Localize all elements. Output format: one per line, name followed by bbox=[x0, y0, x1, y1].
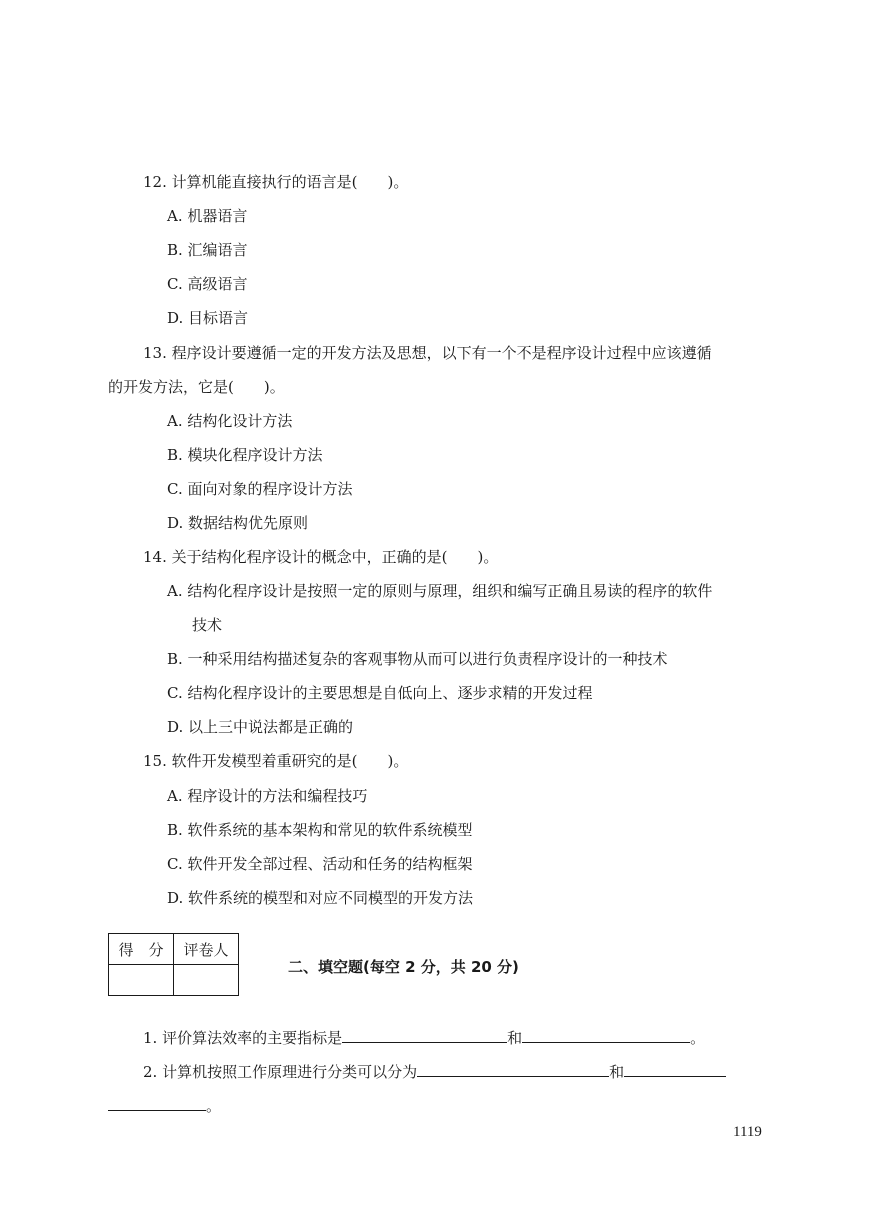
question-12-option-c: C. 高级语言 bbox=[167, 275, 248, 293]
answer-blank bbox=[342, 1026, 507, 1043]
question-15-option-b: B. 软件系统的基本架构和常见的软件系统模型 bbox=[167, 821, 473, 839]
question-13-stem-line1: 13. 程序设计要遵循一定的开发方法及思想，以下有一个不是程序设计过程中应该遵循 bbox=[143, 344, 712, 362]
page-number: 1119 bbox=[733, 1124, 762, 1140]
answer-blank bbox=[417, 1060, 609, 1077]
fill-item-1-text: 1. 评价算法效率的主要指标是 bbox=[143, 1029, 343, 1047]
question-14-option-b: B. 一种采用结构描述复杂的客观事物从而可以进行负责程序设计的一种技术 bbox=[167, 650, 668, 668]
fill-item-1-end: 。 bbox=[690, 1029, 706, 1047]
question-13-option-b: B. 模块化程序设计方法 bbox=[167, 446, 323, 464]
question-14-option-d: D. 以上三中说法都是正确的 bbox=[167, 718, 354, 736]
fill-item-2-and: 和 bbox=[609, 1063, 625, 1081]
question-15-option-c: C. 软件开发全部过程、活动和任务的结构框架 bbox=[167, 855, 473, 873]
answer-blank bbox=[624, 1060, 726, 1077]
grader-cell bbox=[174, 965, 239, 996]
question-12-option-b: B. 汇编语言 bbox=[167, 241, 248, 259]
grader-header: 评卷人 bbox=[174, 934, 239, 965]
question-14-option-a-line1: A. 结构化程序设计是按照一定的原则与原理，组织和编写正确且易读的程序的软件 bbox=[167, 582, 713, 600]
question-12-option-a: A. 机器语言 bbox=[167, 207, 248, 225]
question-13-option-c: C. 面向对象的程序设计方法 bbox=[167, 480, 353, 498]
fill-item-2-continued bbox=[108, 1094, 221, 1116]
answer-blank bbox=[108, 1094, 206, 1111]
fill-item-2-text: 2. 计算机按照工作原理进行分类可以分为 bbox=[143, 1063, 418, 1081]
question-14-stem: 14. 关于结构化程序设计的概念中，正确的是( )。 bbox=[143, 548, 499, 566]
question-14-option-c: C. 结构化程序设计的主要思想是自低向上、逐步求精的开发过程 bbox=[167, 684, 593, 702]
score-cell bbox=[109, 965, 174, 996]
fill-item-1 bbox=[143, 1026, 705, 1048]
question-13-option-d: D. 数据结构优先原则 bbox=[167, 514, 309, 532]
answer-blank bbox=[522, 1026, 690, 1043]
section-2-title: 二、填空题(每空 2 分，共 20 分) bbox=[288, 958, 519, 976]
question-15-stem: 15. 软件开发模型着重研究的是( )。 bbox=[143, 752, 409, 770]
fill-item-2-end: 。 bbox=[206, 1097, 222, 1115]
score-table bbox=[108, 933, 239, 996]
fill-item-2 bbox=[143, 1060, 726, 1082]
question-12-stem: 12. 计算机能直接执行的语言是( )。 bbox=[143, 173, 409, 191]
fill-item-1-and: 和 bbox=[507, 1029, 523, 1047]
question-13-option-a: A. 结构化设计方法 bbox=[167, 412, 293, 430]
question-12-option-d: D. 目标语言 bbox=[167, 309, 249, 327]
question-15-option-a: A. 程序设计的方法和编程技巧 bbox=[167, 787, 368, 805]
question-15-option-d: D. 软件系统的模型和对应不同模型的开发方法 bbox=[167, 889, 474, 907]
score-header: 得 分 bbox=[109, 934, 174, 965]
question-13-stem-line2: 的开发方法，它是( )。 bbox=[108, 378, 285, 396]
question-14-option-a-line2: 技术 bbox=[192, 616, 223, 634]
